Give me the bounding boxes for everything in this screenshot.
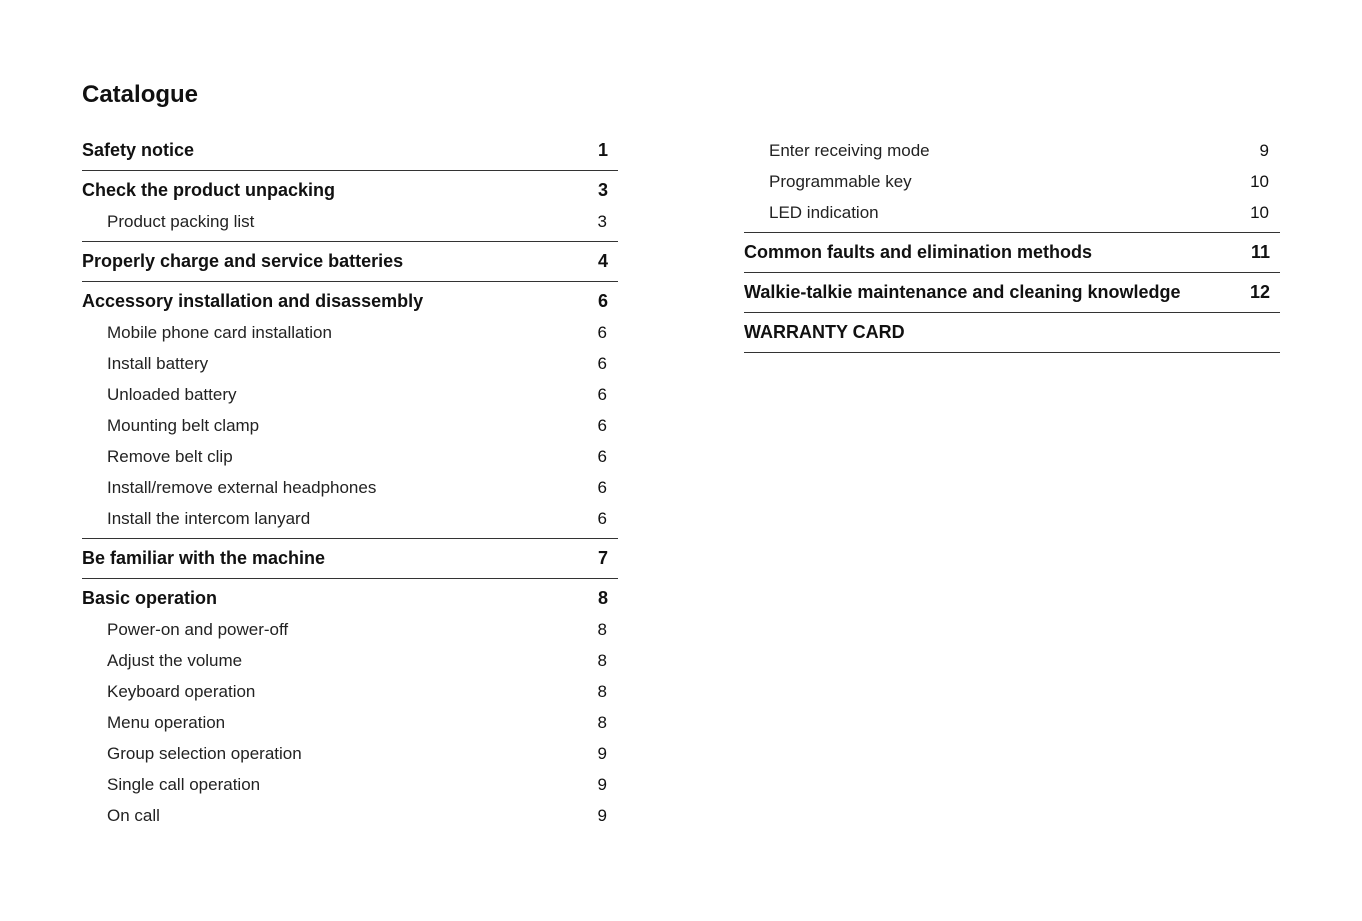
toc-section-entry[interactable] xyxy=(82,135,618,166)
toc-entry-page-number: 12 xyxy=(1249,282,1270,302)
toc-subsection-entry[interactable] xyxy=(82,614,618,645)
toc-entry-page-number: 6 xyxy=(597,415,607,435)
toc-column-left xyxy=(82,135,618,831)
toc-entry-page-number: 9 xyxy=(597,743,607,763)
toc-entry-page-number: 9 xyxy=(1259,140,1269,160)
toc-subsection-entry[interactable] xyxy=(82,441,618,472)
toc-entry-page-number: 8 xyxy=(597,681,607,701)
toc-entry-page-number: 6 xyxy=(597,508,607,528)
toc-column-right xyxy=(744,135,1280,357)
toc-entry-page-number: 8 xyxy=(597,588,608,608)
toc-section-entry[interactable] xyxy=(82,175,618,206)
toc-section-entry[interactable] xyxy=(744,277,1280,308)
toc-subsection-entry[interactable] xyxy=(82,769,618,800)
section-divider xyxy=(82,578,618,579)
toc-entry-page-number: 9 xyxy=(597,774,607,794)
section-divider xyxy=(744,272,1280,273)
toc-section-entry[interactable] xyxy=(744,237,1280,268)
toc-entry-label: Group selection operation xyxy=(107,743,302,763)
toc-section-entry[interactable] xyxy=(82,246,618,277)
toc-entry-label: Install/remove external headphones xyxy=(107,477,377,497)
toc-entry-label: Safety notice xyxy=(82,140,195,160)
toc-subsection-entry[interactable] xyxy=(82,348,618,379)
toc-entry-page-number: 6 xyxy=(597,477,607,497)
toc-entry-label: WARRANTY CARD xyxy=(744,322,905,342)
toc-entry-label: Walkie-talkie maintenance and cleaning knowledge xyxy=(744,282,1181,302)
toc-entry-label: Basic operation xyxy=(82,588,218,608)
section-divider xyxy=(82,241,618,242)
toc-entry-label: Mounting belt clamp xyxy=(107,415,260,435)
toc-entry-label: Keyboard operation xyxy=(107,681,256,701)
toc-section-entry[interactable] xyxy=(82,286,618,317)
toc-entry-page-number: 6 xyxy=(597,446,607,466)
toc-subsection-entry[interactable] xyxy=(744,197,1280,228)
toc-subsection-entry[interactable] xyxy=(82,317,618,348)
page-title: Catalogue xyxy=(82,81,199,108)
toc-entry-label: Install battery xyxy=(107,353,209,373)
toc-section-entry[interactable] xyxy=(744,317,1280,348)
toc-entry-label: Install the intercom lanyard xyxy=(107,508,311,528)
toc-subsection-entry[interactable] xyxy=(82,800,618,831)
toc-section-entry[interactable] xyxy=(82,583,618,614)
toc-entry-page-number: 8 xyxy=(597,619,607,639)
toc-entry-label: Check the product unpacking xyxy=(82,180,336,200)
toc-subsection-entry[interactable] xyxy=(82,206,618,237)
section-divider xyxy=(744,352,1280,353)
toc-entry-page-number: 6 xyxy=(597,353,607,373)
toc-subsection-entry[interactable] xyxy=(82,379,618,410)
toc-entry-label: Properly charge and service batteries xyxy=(82,251,404,271)
section-divider xyxy=(744,312,1280,313)
section-divider xyxy=(744,232,1280,233)
toc-entry-page-number: 6 xyxy=(597,291,608,311)
toc-section-entry[interactable] xyxy=(82,543,618,574)
toc-entry-label: Single call operation xyxy=(107,774,261,794)
toc-subsection-entry[interactable] xyxy=(82,676,618,707)
toc-entry-label: Unloaded battery xyxy=(107,384,237,404)
toc-entry-page-number: 11 xyxy=(1250,242,1270,262)
toc-subsection-entry[interactable] xyxy=(82,472,618,503)
toc-entry-label: On call xyxy=(107,805,160,825)
toc-entry-label: Menu operation xyxy=(107,712,226,732)
section-divider xyxy=(82,538,618,539)
toc-entry-label: Adjust the volume xyxy=(107,650,243,670)
toc-subsection-entry[interactable] xyxy=(82,707,618,738)
toc-subsection-entry[interactable] xyxy=(744,166,1280,197)
toc-entry-page-number: 7 xyxy=(597,548,608,568)
toc-entry-page-number: 1 xyxy=(597,140,608,160)
toc-subsection-entry[interactable] xyxy=(82,645,618,676)
toc-entry-label: Enter receiving mode xyxy=(769,140,930,160)
toc-entry-label: Product packing list xyxy=(107,211,255,231)
toc-entry-label: Be familiar with the machine xyxy=(82,548,326,568)
toc-subsection-entry[interactable] xyxy=(744,135,1280,166)
toc-subsection-entry[interactable] xyxy=(82,503,618,534)
toc-entry-label: Mobile phone card installation xyxy=(107,322,332,342)
toc-entry-page-number: 4 xyxy=(597,251,608,271)
section-divider xyxy=(82,170,618,171)
toc-entry-label: Power-on and power-off xyxy=(107,619,289,639)
toc-entry-page-number: 8 xyxy=(597,712,607,732)
toc-entry-page-number: 8 xyxy=(597,650,607,670)
section-divider xyxy=(82,281,618,282)
toc-entry-page-number: 10 xyxy=(1250,171,1269,191)
toc-entry-page-number: 9 xyxy=(597,805,607,825)
toc-entry-label: Common faults and elimination methods xyxy=(744,242,1093,262)
toc-entry-page-number: 10 xyxy=(1250,202,1269,222)
toc-entry-label: Remove belt clip xyxy=(107,446,233,466)
toc-entry-page-number: 6 xyxy=(597,322,607,342)
toc-entry-label: Accessory installation and disassembly xyxy=(82,291,424,311)
toc-subsection-entry[interactable] xyxy=(82,738,618,769)
toc-entry-label: Programmable key xyxy=(769,171,912,191)
toc-entry-page-number: 6 xyxy=(597,384,607,404)
toc-entry-page-number: 3 xyxy=(597,180,608,200)
toc-entry-page-number: 3 xyxy=(597,211,607,231)
toc-entry-label: LED indication xyxy=(769,202,879,222)
toc-subsection-entry[interactable] xyxy=(82,410,618,441)
